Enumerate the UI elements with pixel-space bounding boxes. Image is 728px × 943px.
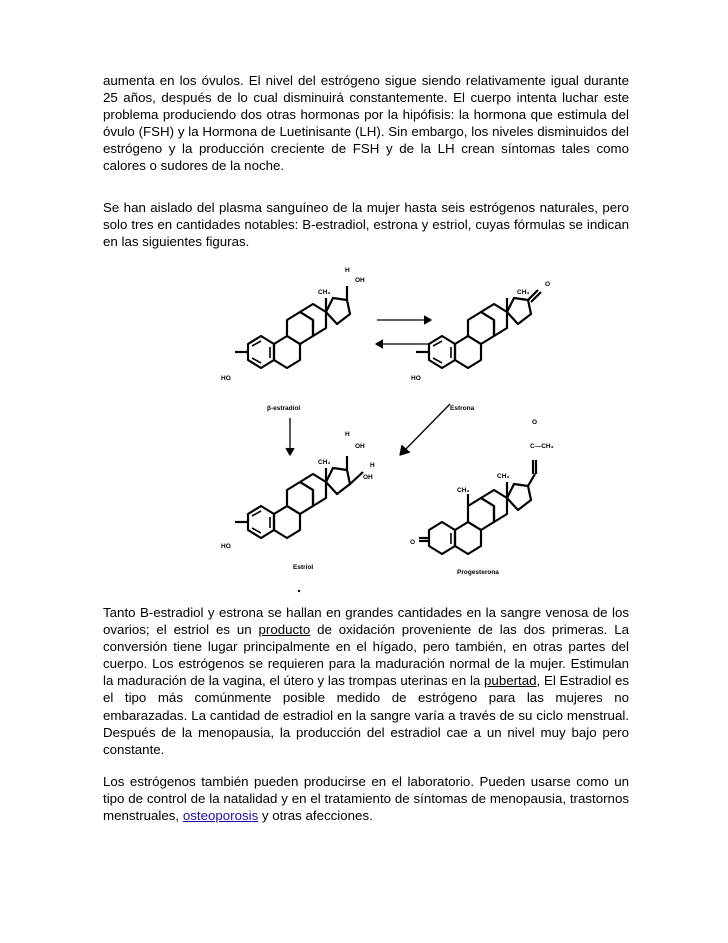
label-ch3-estradiol: CH₃ [318, 289, 331, 296]
label-oh-estradiol: OH [355, 277, 365, 284]
estriol-structure [235, 456, 363, 538]
paragraph-conversion [103, 604, 629, 758]
label-ch3-estrona: CH₃ [517, 289, 530, 296]
link-producto[interactable]: producto [258, 622, 311, 638]
name-beta-estradiol: β-estradiol [267, 405, 301, 412]
label-h-estriol-1: H [345, 431, 350, 438]
p3-text-c: , El Estradiol es el tipo más comúnmente posible medido de estrógeno para las mujeres no embarazadas. La cantidad de estradiol en la sangre varía a través de su ciclo menstrual. Después de la menopausia, la producción del estradiol cae a un nivel muy bajo pero constante. [103, 673, 629, 757]
label-h-estradiol: H [345, 267, 350, 274]
label-ho-estrona: HO [411, 375, 421, 382]
label-oh-estriol-1: OH [355, 443, 365, 450]
label-oh-estriol-2: OH [363, 474, 373, 481]
label-ch3-progesterona-1: CH₃ [457, 487, 470, 494]
label-h-estriol-2: H [370, 462, 375, 469]
p3-text-a: Tanto B-estradiol y estrona se hallan en grandes cantidades en la sangre venosa de los ovarios; el estriol es un [103, 605, 629, 638]
label-ho-estriol: HO [221, 543, 231, 550]
estrogen-structures-figure [205, 262, 605, 597]
name-estriol: Estriol [293, 564, 314, 571]
paragraph-estrogens: Se han aislado del plasma sanguíneo de la mujer hasta seis estrógenos naturales, pero solo tres en cantidades notables: B-estradiol, estrona y estriol, cuyas fórmulas se indican en las siguientes figuras. [103, 200, 629, 250]
beta-estradiol-structure [235, 286, 350, 368]
p4-text-b: y otras afecciones. [258, 808, 373, 824]
label-ch3-estriol: CH₃ [318, 459, 331, 466]
progesterona-structure [419, 460, 536, 554]
estrona-structure [416, 290, 541, 368]
p4-text-a: Los estrógenos también pueden producirse en el laboratorio. Pueden usarse como un tipo de control de la natalidad y en el tratamiento de síntomas de menopausia, trastornos menstruales, [103, 774, 629, 824]
paragraph-intro: aumenta en los óvulos. El nivel del estrógeno sigue siendo relativamente igual durante 25 años, después de lo cual disminuirá constantemente. El cuerpo intenta luchar este problema produciendo dos otras hormonas por la hipófisis: la hormona que estimula del óvulo (FSH) y la Hormona de Luetinisante (LH). Sin embargo, los niveles disminuidos del estrógeno y la producción creciente de FSH y de la LH crean síntomas tales como calores o sudores de la noche. [103, 73, 629, 174]
label-o-progesterona: O [532, 419, 538, 426]
label-o-progesterona-ketone: O [410, 539, 416, 546]
label-c-ch3-progesterona: C—CH₃ [530, 443, 554, 450]
label-o-estrona: O [545, 281, 551, 288]
name-estrona: Estrona [450, 405, 475, 412]
p3-text-b: de oxidación proveniente de las dos primeras. La conversión tiene lugar principalmente en el hígado, pero también, en otras partes del cuerpo. Los estrógenos se requieren para la maduración normal de la mujer. Estimulan la maduración de la vagina, el útero y las trompas uterinas en la [103, 622, 629, 689]
label-ho-estradiol: HO [221, 375, 231, 382]
name-progesterona: Progesterona [457, 569, 499, 576]
paragraph-laboratory [103, 773, 629, 824]
link-pubertad[interactable]: pubertad [484, 673, 537, 689]
label-ch3-progesterona-2: CH₃ [497, 473, 510, 480]
link-osteoporosis[interactable]: osteoporosis [182, 808, 259, 824]
